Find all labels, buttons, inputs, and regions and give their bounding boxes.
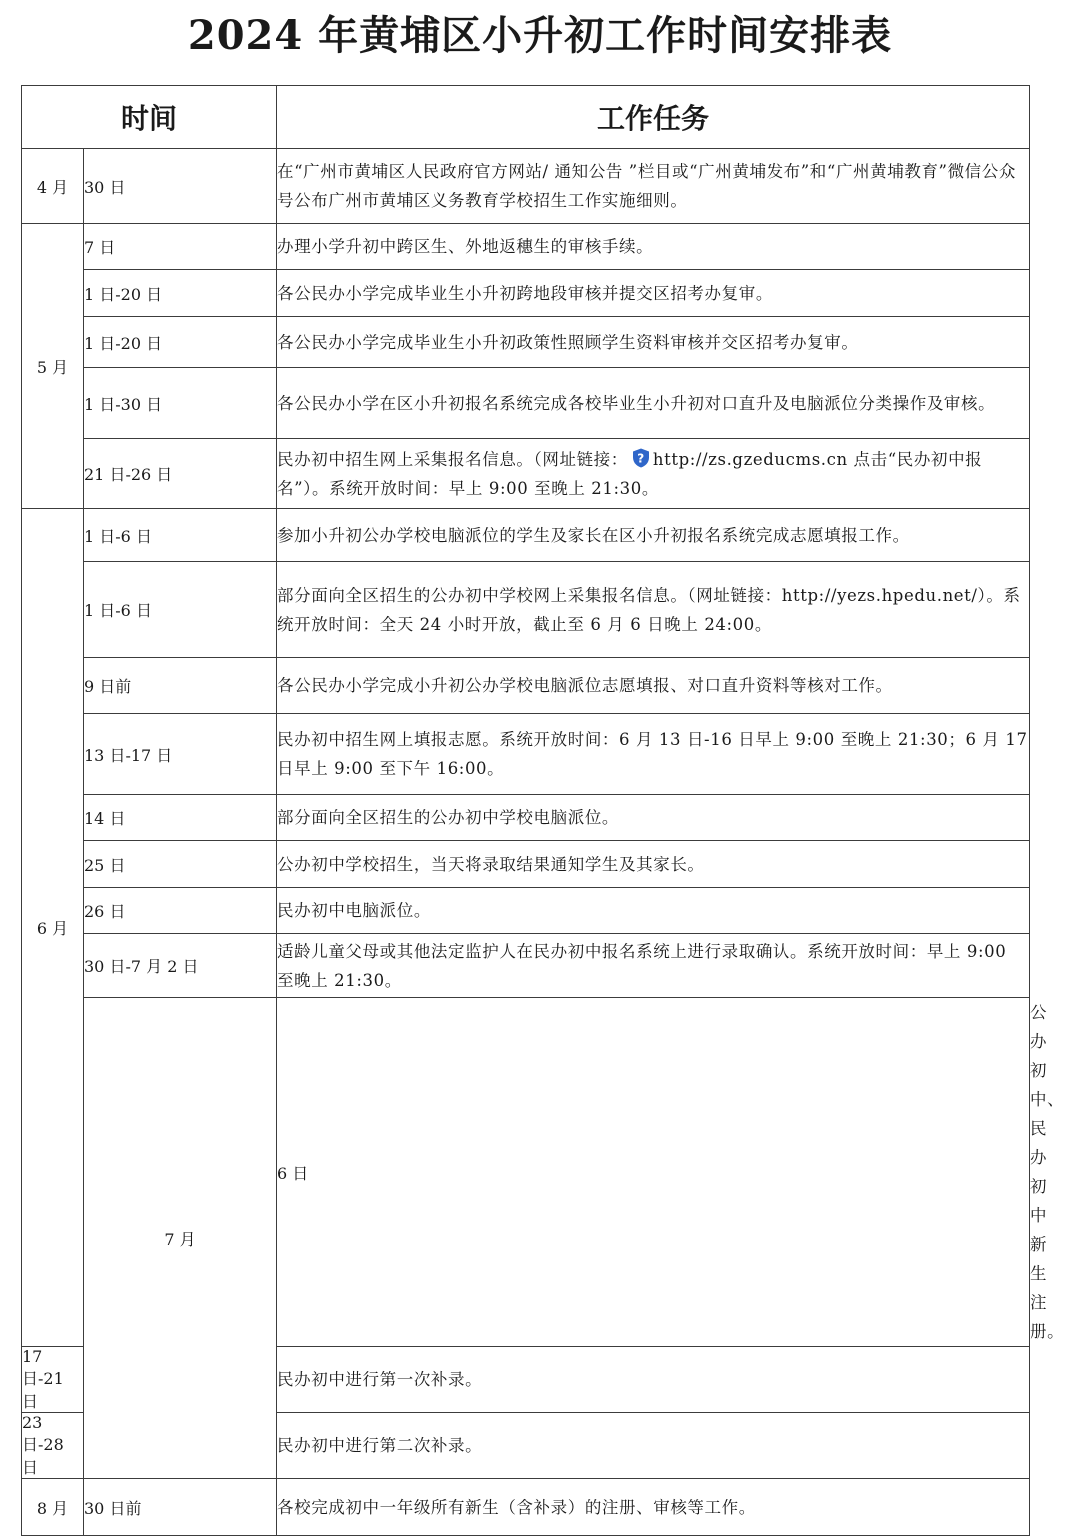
header-time: 时间 [22,86,277,149]
day-cell: 13 日-17 日 [84,714,277,795]
task-cell: 民办初中进行第二次补录。 [277,1413,1030,1479]
day-cell: 1 日-20 日 [84,270,277,317]
day-cell: 17 日-21 日 [22,1347,84,1413]
task-cell: 在“广州市黄埔区人民政府官方网站/ 通知公告 ”栏目或“广州黄埔发布”和“广州黄埔教育”微信公众号公布广州市黄埔区义务教育学校招生工作实施细则。 [277,149,1030,224]
month-cell: 8 月 [22,1479,84,1536]
day-cell: 30 日-7 月 2 日 [84,934,277,998]
table-row [22,714,1030,795]
task-cell: 各公民办小学在区小升初报名系统完成各校毕业生小升初对口直升及电脑派位分类操作及审核。 [277,368,1030,439]
day-cell: 26 日 [84,888,277,934]
task-cell: 民办初中电脑派位。 [277,888,1030,934]
table-row [22,934,1030,998]
day-cell: 1 日-20 日 [84,317,277,368]
month-cell: 5 月 [22,224,84,509]
table-row [22,795,1030,841]
table-row [22,317,1030,368]
day-cell: 14 日 [84,795,277,841]
day-cell: 1 日-6 日 [84,562,277,658]
task-cell: 各公民办小学完成小升初公办学校电脑派位志愿填报、对口直升资料等核对工作。 [277,658,1030,714]
day-cell: 1 日-30 日 [84,368,277,439]
task-cell: 各公民办小学完成毕业生小升初跨地段审核并提交区招考办复审。 [277,270,1030,317]
table-row [22,562,1030,658]
table-row [22,149,1030,224]
task-cell: 公办初中学校招生，当天将录取结果通知学生及其家长。 [277,841,1030,888]
table-row [22,368,1030,439]
svg-text:?: ? [637,451,645,465]
table-row [22,439,1030,509]
day-cell: 7 日 [84,224,277,270]
table-row [22,888,1030,934]
table-row [22,224,1030,270]
task-cell: 各校完成初中一年级所有新生（含补录）的注册、审核等工作。 [277,1479,1030,1536]
month-cell: 4 月 [22,149,84,224]
task-cell: 各公民办小学完成毕业生小升初政策性照顾学生资料审核并交区招考办复审。 [277,317,1030,368]
url-link[interactable]: http://zs.gzeducms.cn [652,449,848,469]
task-cell: 部分面向全区招生的公办初中学校电脑派位。 [277,795,1030,841]
day-cell: 30 日 [84,149,277,224]
task-cell: 民办初中进行第一次补录。 [277,1347,1030,1413]
task-cell: 适龄儿童父母或其他法定监护人在民办初中报名系统上进行录取确认。系统开放时间：早上 9:00 至晚上 21:30。 [277,934,1030,998]
day-cell: 6 日 [277,998,1030,1347]
month-cell: 7 月 [84,998,277,1479]
task-cell: 办理小学升初中跨区生、外地返穗生的审核手续。 [277,224,1030,270]
day-cell: 9 日前 [84,658,277,714]
schedule-table [21,85,1065,1536]
month-cell: 6 月 [22,509,84,1347]
header-task: 工作任务 [277,86,1030,149]
task-cell: 民办初中招生网上填报志愿。系统开放时间：6 月 13 日-16 日早上 9:00 至晚上 21:30；6 月 17 日早上 9:00 至下午 16:00。 [277,714,1030,795]
header-row [22,86,1030,149]
page-title: 2024 年黄埔区小升初工作时间安排表 [187,12,893,59]
table-row [22,1479,1030,1536]
table-row [22,270,1030,317]
task-cell [277,439,1030,509]
task-text: 点击“民办初中报名”）。系统开放时间：早上 9:00 至晚上 21:30。 [277,449,983,498]
table-row [22,509,1030,562]
day-cell: 25 日 [84,841,277,888]
day-cell: 23 日-28 日 [22,1413,84,1479]
task-text: 民办初中招生网上采集报名信息。（网址链接： [277,449,628,469]
table-row [22,841,1030,888]
day-cell: 30 日前 [84,1479,277,1536]
task-cell: 参加小升初公办学校电脑派位的学生及家长在区小升初报名系统完成志愿填报工作。 [277,509,1030,562]
table-row: 7 月 6 日 公办初中、民办初中新生注册。 [22,998,1030,1347]
shield-question-icon [632,448,650,468]
day-cell: 1 日-6 日 [84,509,277,562]
task-cell: 部分面向全区招生的公办初中学校网上采集报名信息。（网址链接：http://yezs.hpedu.net/）。系统开放时间：全天 24 小时开放，截止至 6 月 6 日晚上 24:00。 [277,562,1030,658]
day-cell: 21 日-26 日 [84,439,277,509]
table-row [22,658,1030,714]
